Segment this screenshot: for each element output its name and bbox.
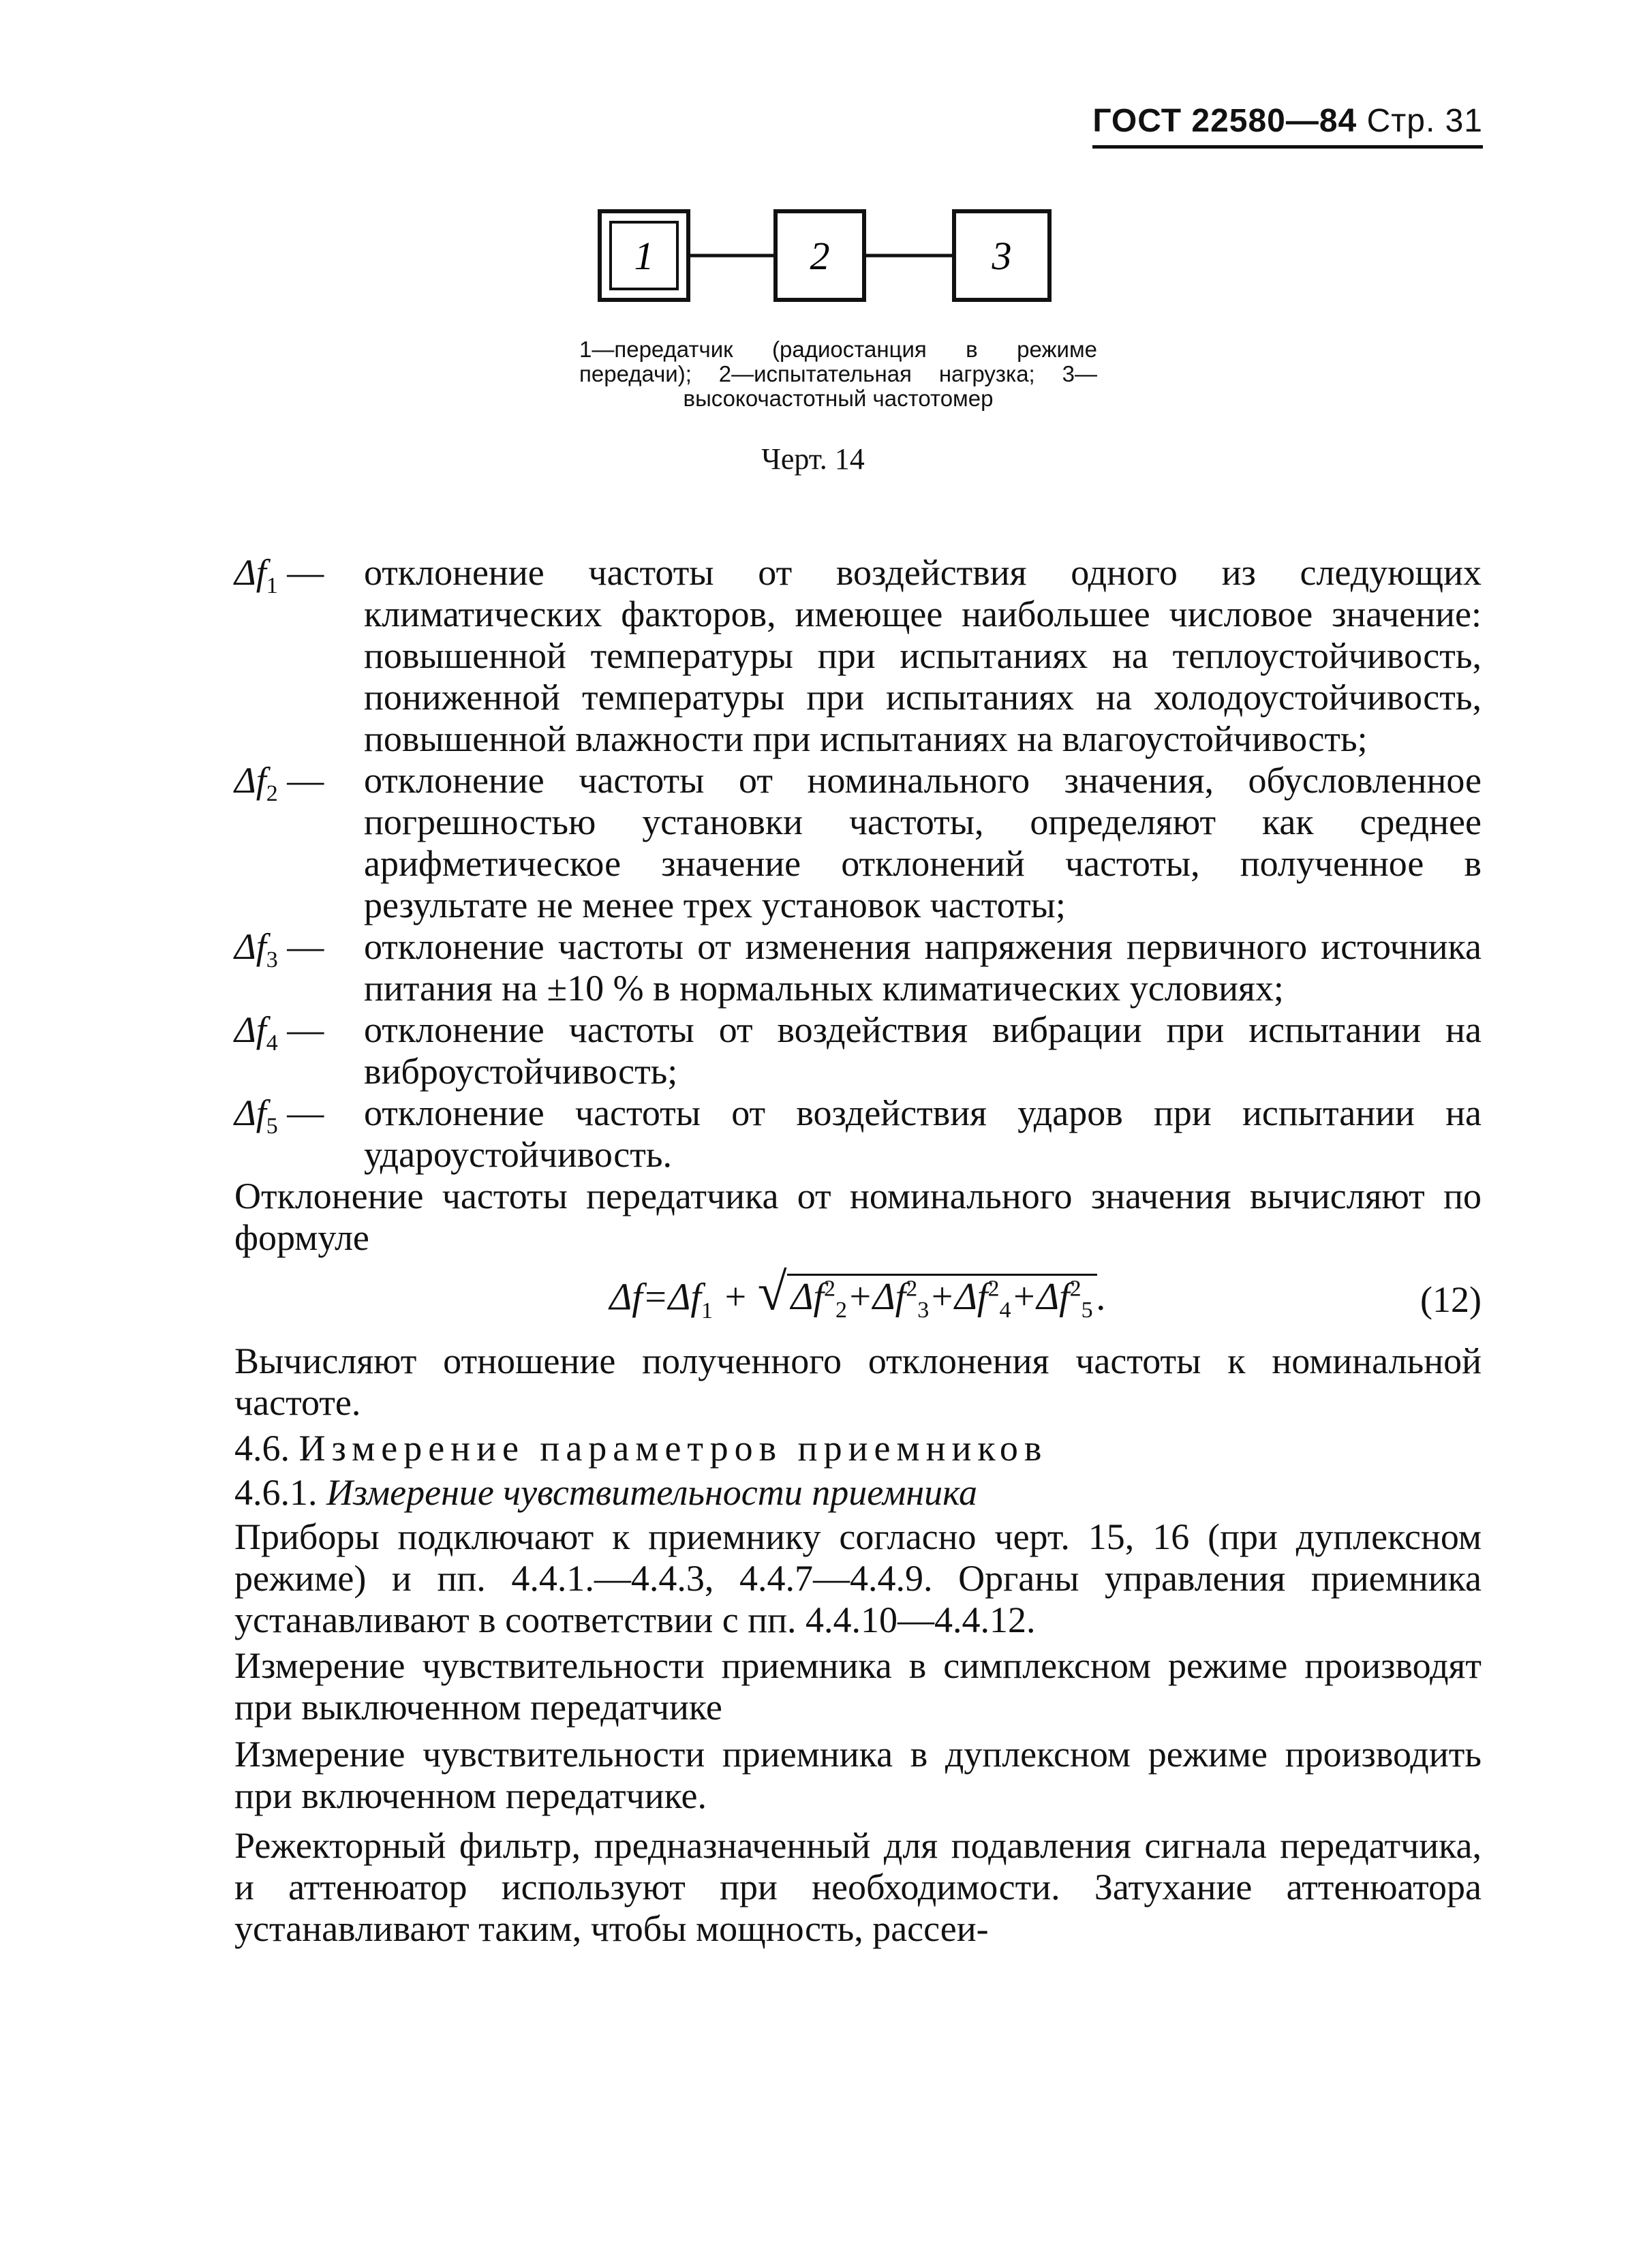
definition-item [234, 760, 1482, 926]
symbol-index: 4 [266, 1030, 278, 1056]
formula: $\Delta f=\Delta f_1$ + √ $\Delta f^2_2+\Delta f^2_3+\Delta f^2_4+\Delta f^2_5$ . [609, 1261, 1107, 1323]
symbol-index: 2 [266, 780, 278, 806]
symbol-text: Δf [234, 926, 266, 967]
definition-dash: — [287, 926, 324, 967]
section-title: Измерение параметров приемников [298, 1428, 1048, 1469]
block-diagram [586, 198, 1077, 320]
symbol-text: Δf [234, 760, 266, 801]
symbol-text: Δf [234, 1092, 266, 1133]
definition-item [234, 552, 1482, 760]
section-number: 4.6. [234, 1428, 290, 1469]
standard-number: ГОСТ 22580—84 [1092, 103, 1357, 139]
block-3-label: 3 [992, 234, 1012, 278]
definition-item [234, 926, 1482, 1009]
definition-dash: — [287, 1009, 324, 1050]
definition-symbol [234, 552, 364, 760]
definition-text: отклонение частоты от воздействия вибрации при испытании на виброустойчивость; [364, 1009, 1482, 1092]
definitions-list [234, 552, 1482, 1176]
definition-dash: — [287, 760, 324, 801]
block-1-label: 1 [634, 234, 654, 278]
definition-dash: — [287, 552, 324, 593]
definition-text: отклонение частоты от номинального значения, обусловленное погрешностью установки частоты, определяют как среднее арифметическое значение отклонений частоты, полученное в результате не менее трех установок частоты; [364, 760, 1482, 925]
figure-caption: 1—передатчик (радиостанция в режиме передачи); 2—испытательная нагрузка; 3—высокочастотный частотомер [579, 337, 1097, 411]
page-content [234, 552, 1482, 1950]
definition-text: отклонение частоты от воздействия ударов при испытании на удароустойчивость. [364, 1092, 1482, 1175]
symbol-text: Δf [234, 1009, 266, 1050]
paragraph: Измерение чувствительности приемника в дуплексном режиме производить при включенном передатчике. [234, 1734, 1482, 1816]
symbol-index: 1 [266, 572, 278, 598]
symbol-index: 3 [266, 947, 278, 972]
block-2-label: 2 [810, 234, 830, 278]
definition-symbol [234, 1092, 364, 1176]
symbol-index: 5 [266, 1113, 278, 1139]
paragraph: Режекторный фильтр, предназначенный для подавления сигнала передатчика, и аттенюатор используют при необходимости. Затухание аттенюатора устанавливают таким, чтобы мощность, рассеи- [234, 1825, 1482, 1949]
definition-text: отклонение частоты от изменения напряжения первичного источника питания на ±10 % в нормальных климатических условиях; [364, 926, 1482, 1009]
definition-symbol [234, 926, 364, 1009]
subsection-heading [234, 1472, 1482, 1514]
definition-symbol [234, 1009, 364, 1092]
definition-item [234, 1092, 1482, 1176]
definition-item [234, 1009, 1482, 1092]
subsection-title: Измерение чувствительности приемника [326, 1472, 978, 1513]
after-formula-text: Вычисляют отношение полученного отклонения частоты к номинальной частоте. [234, 1340, 1482, 1423]
subsection-number: 4.6.1. [234, 1472, 318, 1513]
equation-number: (12) [1420, 1279, 1482, 1320]
definition-dash: — [287, 1092, 324, 1133]
page-number: Стр. 31 [1366, 103, 1483, 139]
symbol-text: Δf [234, 552, 266, 593]
definition-text: отклонение частоты от воздействия одного из следующих климатических факторов, имеющее наибольшее числовое значение: повышенной температуры при испытаниях на теплоустойчивость, пониженной температуры при испытаниях на холодоустойчивость, повышенной влажности при испытаниях на влагоустойчивость; [364, 552, 1482, 759]
formula-intro: Отклонение частоты передатчика от номинального значения вычисляют по формуле [234, 1176, 1482, 1258]
figure-title: Черт. 14 [761, 442, 865, 476]
paragraph: Измерение чувствительности приемника в симплексном режиме производят при выключенном передатчике [234, 1645, 1482, 1728]
section-heading [234, 1428, 1482, 1469]
paragraph: Приборы подключают к приемнику согласно черт. 15, 16 (при дуплексном режиме) и пп. 4.4.1.—4.4.3, 4.4.7—4.4.9. Органы управления приемника устанавливают в соответствии с пп. 4.4.10—4.4.12. [234, 1516, 1482, 1640]
definition-symbol [234, 760, 364, 926]
page-header [1092, 102, 1483, 149]
formula-row [234, 1259, 1482, 1340]
